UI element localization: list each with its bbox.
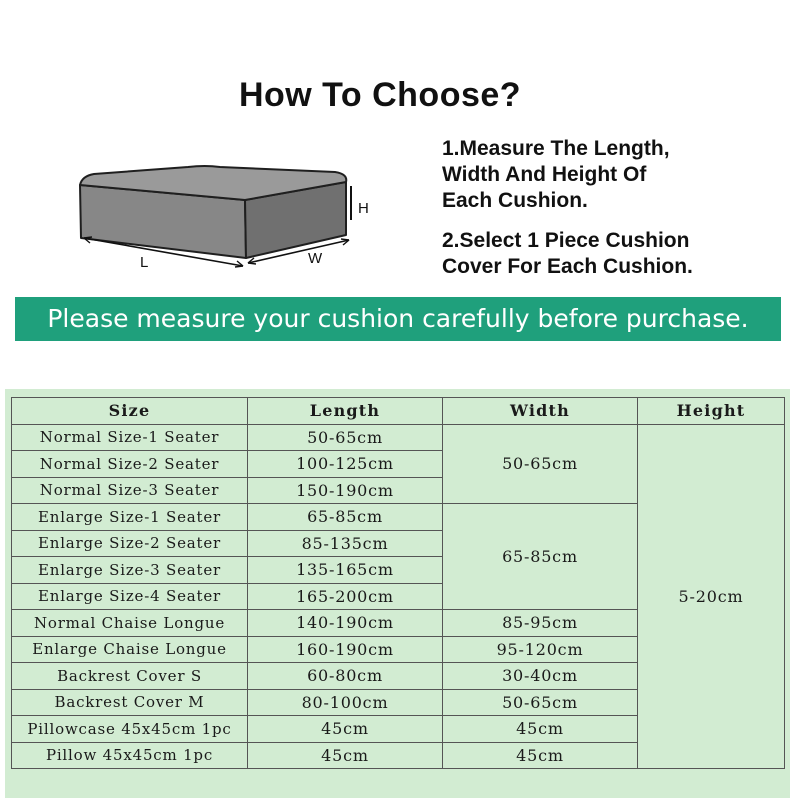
length-cell: 60-80cm (248, 663, 443, 690)
width-cell: 30-40cm (443, 663, 638, 690)
length-cell: 45cm (248, 742, 443, 769)
measure-notice-banner: Please measure your cushion carefully before purchase. (15, 297, 781, 341)
width-label: W (308, 250, 323, 267)
step-line: 2.Select 1 Piece Cushion (442, 229, 690, 252)
step-line: Each Cushion. (442, 189, 588, 212)
size-cell: Normal Size-2 Seater (12, 451, 248, 478)
length-cell: 65-85cm (248, 504, 443, 531)
header-height: Height (638, 398, 785, 425)
length-cell: 85-135cm (248, 530, 443, 557)
size-cell: Pillow 45x45cm 1pc (12, 742, 248, 769)
length-cell: 165-200cm (248, 583, 443, 610)
height-label: H (358, 200, 369, 217)
width-cell: 65-85cm (443, 504, 638, 610)
instruction-steps (442, 136, 792, 294)
header-width: Width (443, 398, 638, 425)
size-cell: Backrest Cover S (12, 663, 248, 690)
header-size: Size (12, 398, 248, 425)
length-cell: 80-100cm (248, 689, 443, 716)
width-cell: 45cm (443, 716, 638, 743)
width-cell: 50-65cm (443, 424, 638, 504)
size-cell: Normal Size-1 Seater (12, 424, 248, 451)
length-cell: 140-190cm (248, 610, 443, 637)
cushion-diagram (70, 150, 400, 280)
size-chart-table (11, 397, 785, 769)
size-cell: Enlarge Size-1 Seater (12, 504, 248, 531)
size-cell: Normal Chaise Longue (12, 610, 248, 637)
length-cell: 50-65cm (248, 424, 443, 451)
table-header-row (12, 398, 785, 425)
size-cell: Enlarge Chaise Longue (12, 636, 248, 663)
size-chart-panel (5, 389, 790, 798)
cushion-illustration (70, 150, 400, 280)
size-cell: Enlarge Size-4 Seater (12, 583, 248, 610)
length-label: L (140, 254, 149, 271)
step-measure (442, 136, 792, 214)
length-cell: 150-190cm (248, 477, 443, 504)
step-line: Width And Height Of (442, 163, 647, 186)
width-cell: 95-120cm (443, 636, 638, 663)
size-cell: Backrest Cover M (12, 689, 248, 716)
size-cell: Pillowcase 45x45cm 1pc (12, 716, 248, 743)
width-cell: 45cm (443, 742, 638, 769)
size-cell: Enlarge Size-3 Seater (12, 557, 248, 584)
table-row (12, 424, 785, 451)
size-cell: Normal Size-3 Seater (12, 477, 248, 504)
width-cell: 50-65cm (443, 689, 638, 716)
width-cell: 85-95cm (443, 610, 638, 637)
page-title: How To Choose? (238, 76, 522, 114)
length-cell: 100-125cm (248, 451, 443, 478)
step-select (442, 228, 792, 280)
size-cell: Enlarge Size-2 Seater (12, 530, 248, 557)
length-cell: 160-190cm (248, 636, 443, 663)
header-length: Length (248, 398, 443, 425)
length-cell: 45cm (248, 716, 443, 743)
step-line: 1.Measure The Length, (442, 137, 670, 160)
height-cell: 5-20cm (638, 424, 785, 769)
length-cell: 135-165cm (248, 557, 443, 584)
step-line: Cover For Each Cushion. (442, 255, 693, 278)
